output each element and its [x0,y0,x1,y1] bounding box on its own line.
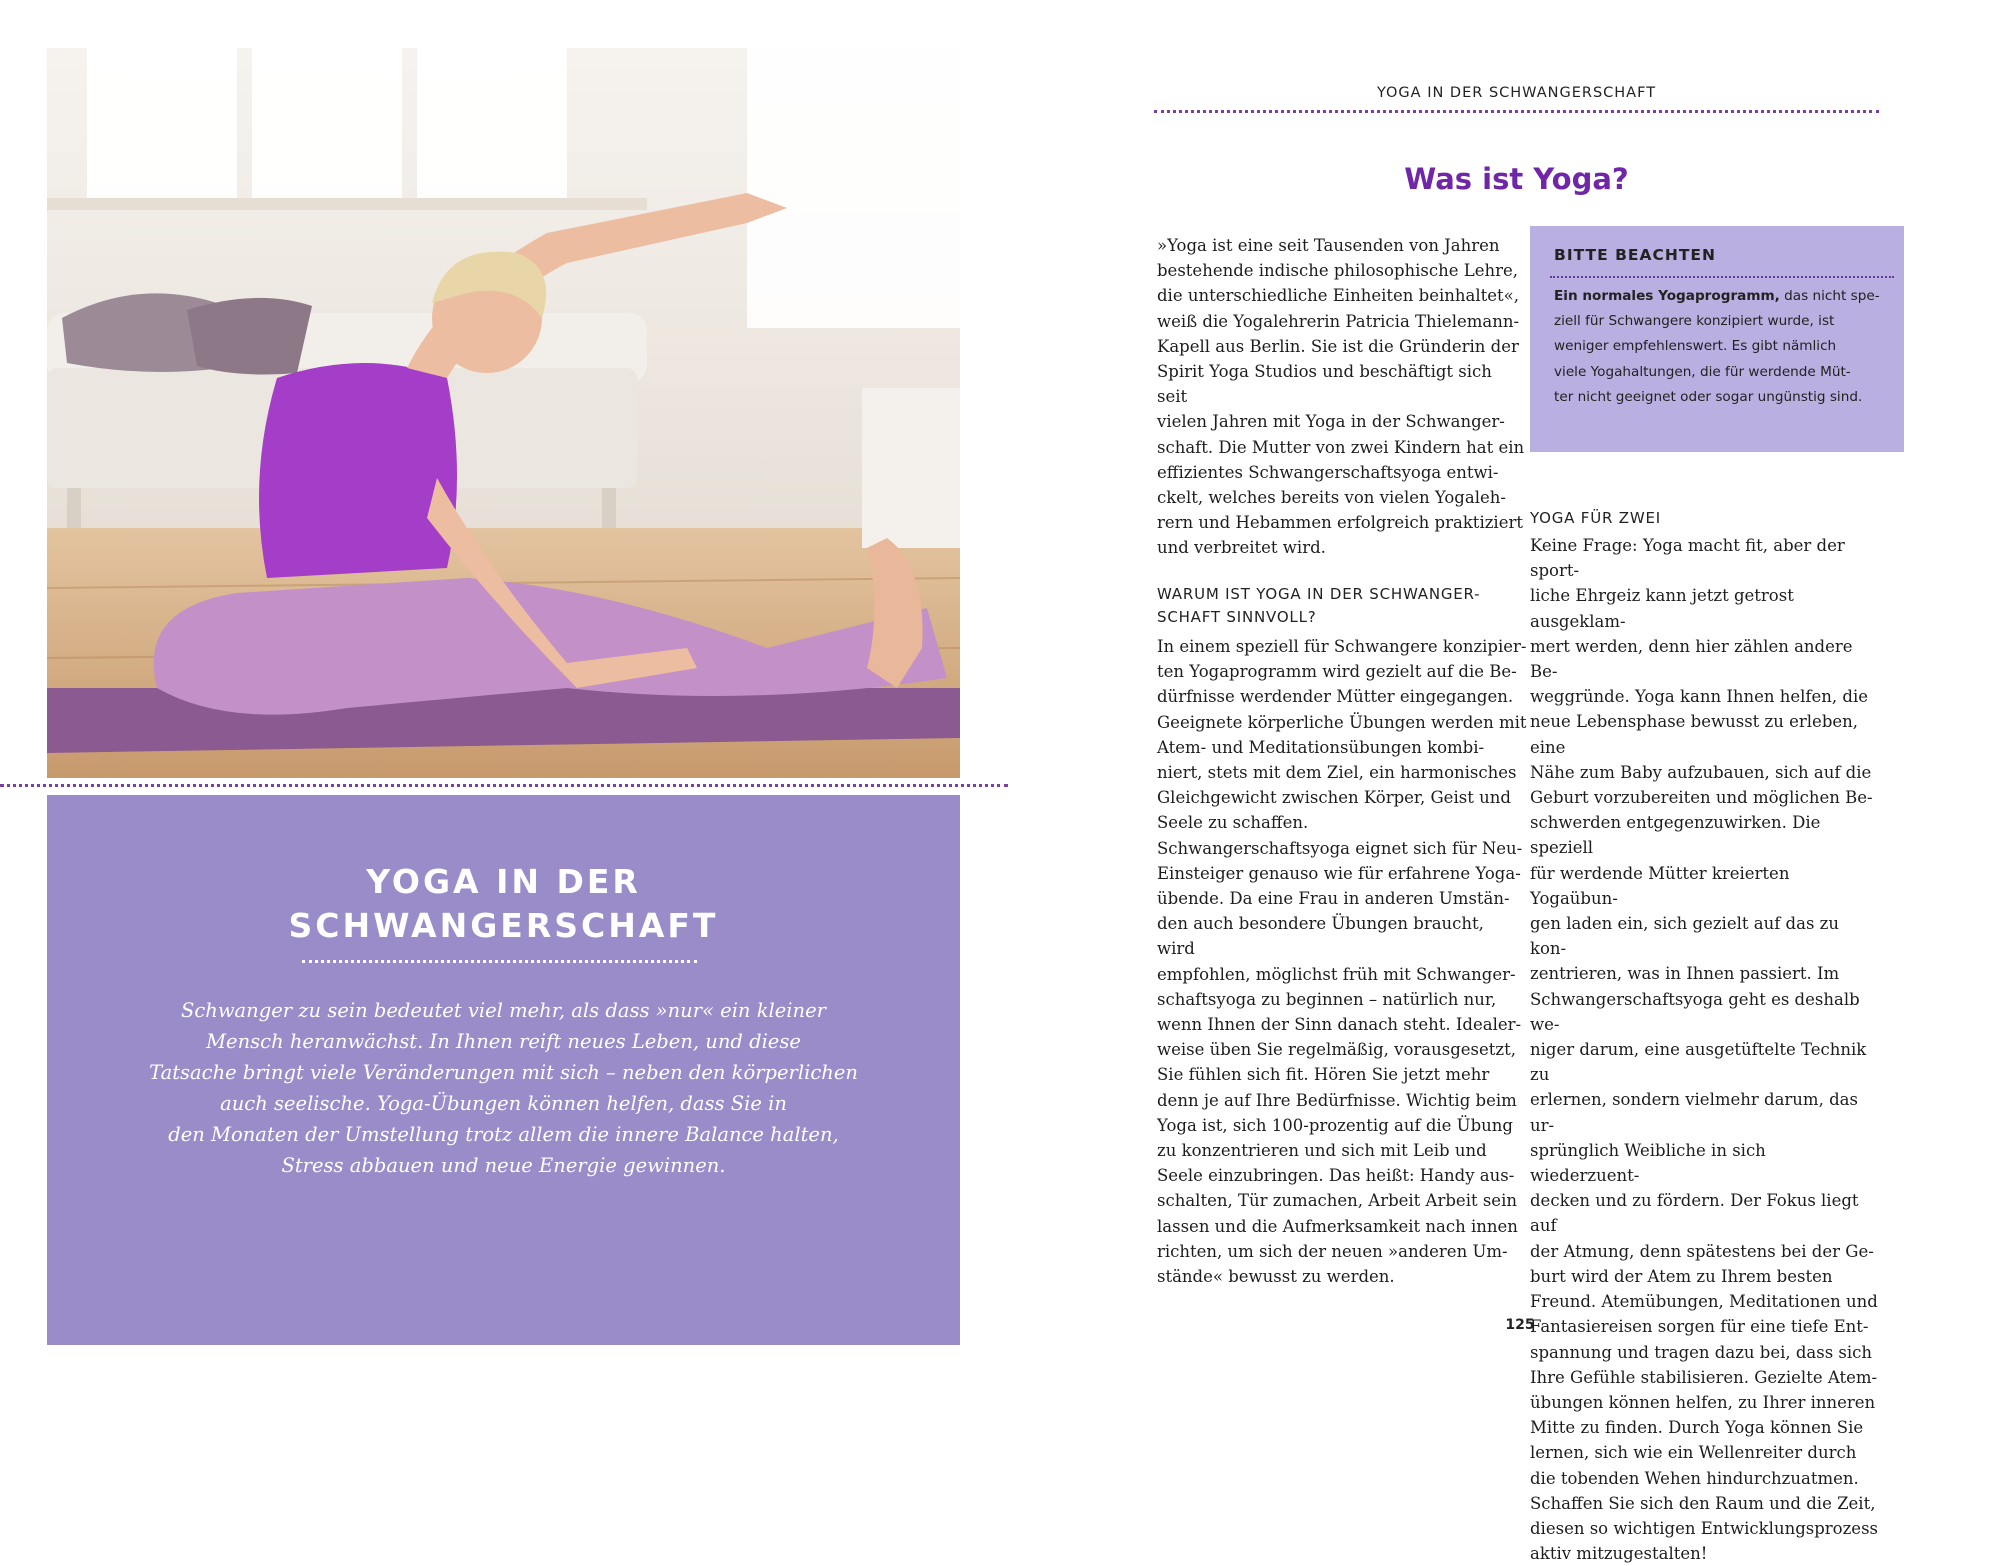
chapter-title-line1: YOGA IN DER [366,862,641,901]
note-box-bold-start: Ein normales Yogaprogramm, [1554,288,1780,304]
running-head-dotted-rule [1154,110,1879,113]
intro-paragraph-text: »Yoga ist eine seit Tausenden von Jahren bestehende indische philosophische Lehre, die unterschiedliche Einheiten beinhaltet«, weiß die Yogalehrerin Patricia Thielemann- Kapell aus Berlin. Sie ist die Gründerin der Spirit Yoga Studios und beschäftigt sich seit vielen Jahren mit Yoga in der Schwanger- schaft. Die Mutter von zwei Kindern hat ein effizientes Schwangerschaftsyoga entwi- ckelt, welches bereits von vielen Yogaleh- rern und Hebammen erfolgreich praktiziert und verbreitet wird. [1157,236,1525,558]
note-box-rest: das nicht spe- ziell für Schwangere konzipiert wurde, ist weniger empfehlenswert. Es gibt nämlich viele Yogahaltungen, die für werdende Müt- ter nicht geeignet oder sogar ungünstig sind. [1554,288,1880,405]
chapter-intro-text: Schwanger zu sein bedeutet viel mehr, als dass »nur« ein kleiner Mensch heranwächst. In Ihnen reift neues Leben, und diese Tatsache bringt viele Veränderungen mit sich – neben den körperlichen auch seelische. Yoga-Übungen können helfen, dass Sie in den Monaten der Umstellung trotz allem die innere Balance halten, Stress abbauen und neue Energie gewinnen. [149,999,858,1177]
chapter-title-line2: SCHWANGERSCHAFT [288,906,719,945]
yoga-photo [47,48,960,778]
note-box-text [1554,284,1892,410]
section-body-zwei [1530,533,1880,1566]
intro-paragraph [1157,233,1527,561]
section-body-zwei-text: Keine Frage: Yoga macht fit, aber der sport- liche Ehrgeiz kann jetzt getrost ausgeklam- mert werden, denn hier zählen andere Be- weggründe. Yoga kann Ihnen helfen, die neue Lebensphase bewusst zu erleben, eine Nähe zum Baby aufzubauen, sich auf die Geburt vorzubereiten und möglichen Be- schwerden entgegenzuwirken. Die speziell für werdende Mütter kreierten Yogaübun- gen laden ein, sich gezielt auf das zu kon- zentrieren, was in Ihnen passiert. Im Schwangerschaftsyoga geht es deshalb we- niger darum, eine ausgetüftelte Technik zu erlernen, sondern vielmehr darum, das ur- sprünglich Weibliche in sich wiederzuent- decken und zu fördern. Der Fokus liegt auf der Atmung, denn spätestens bei der Ge- burt wird der Atem zu Ihrem besten Freund. Atemübungen, Meditationen und Fantasiereisen sorgen für eine tiefe Ent- spannung und tragen dazu bei, dass sich Ihre Gefühle stabilisieren. Gezielte Atem- übungen können helfen, zu Ihrer inneren Mitte zu finden. Durch Yoga können Sie lernen, sich wie ein Wellenreiter durch die tobenden Wehen hindurchzuatmen. Schaffen Sie sich den Raum und die Zeit, diesen so wichtigen Entwicklungsprozess aktiv mitzugestalten! [1530,536,1879,1564]
pregnant-woman-side-stretch-illustration [47,48,960,778]
chapter-intro-panel [47,795,960,1345]
chapter-title [47,860,960,948]
page-title: Was ist Yoga? [1404,162,1629,196]
note-box [1530,226,1904,452]
chapter-title-dotted-rule [302,960,697,963]
page-number: 125 [1505,1317,1535,1333]
section-heading-warum: WARUM IST YOGA IN DER SCHWANGER- SCHAFT SINNVOLL? [1157,585,1481,626]
note-box-heading: BITTE BEACHTEN [1554,246,1716,264]
section-heading-zwei: YOGA FÜR ZWEI [1530,509,1662,527]
running-head: YOGA IN DER SCHWANGERSCHAFT [1376,85,1657,101]
note-box-dotted-rule [1550,276,1894,278]
section-body-warum [1157,634,1527,1289]
section-body-warum-text: In einem speziell für Schwangere konzipier- ten Yogaprogramm wird gezielt auf die Be- dürfnisse werdender Mütter eingegangen. Geeignete körperliche Übungen werden mit Atem- und Meditationsübungen kombi- niert, stets mit dem Ziel, ein harmonisches Gleichgewicht zwischen Körper, Geist und Seele zu schaffen. Schwangerschaftsyoga eignet sich für Neu- Einsteiger genauso wie für erfahrene Yoga- übende. Da eine Frau in anderen Umstän- den auch besondere Übungen braucht, wird empfohlen, möglichst früh mit Schwanger- schaftsyoga zu beginnen – natürlich nur, wenn Ihnen der Sinn danach steht. Idealer- weise üben Sie regelmäßig, vorausgesetzt, Sie fühlen sich fit. Hören Sie jetzt mehr denn je auf Ihre Bedürfnisse. Wichtig beim Yoga ist, sich 100-prozentig auf die Übung zu konzentrieren und sich mit Leib und Seele einzubringen. Das heißt: Handy aus- schalten, Tür zumachen, Arbeit Arbeit sein lassen und die Aufmerksamkeit nach innen richten, um sich der neuen »anderen Um- stände« bewusst zu werden. [1157,637,1527,1287]
left-dotted-divider [0,784,1008,787]
